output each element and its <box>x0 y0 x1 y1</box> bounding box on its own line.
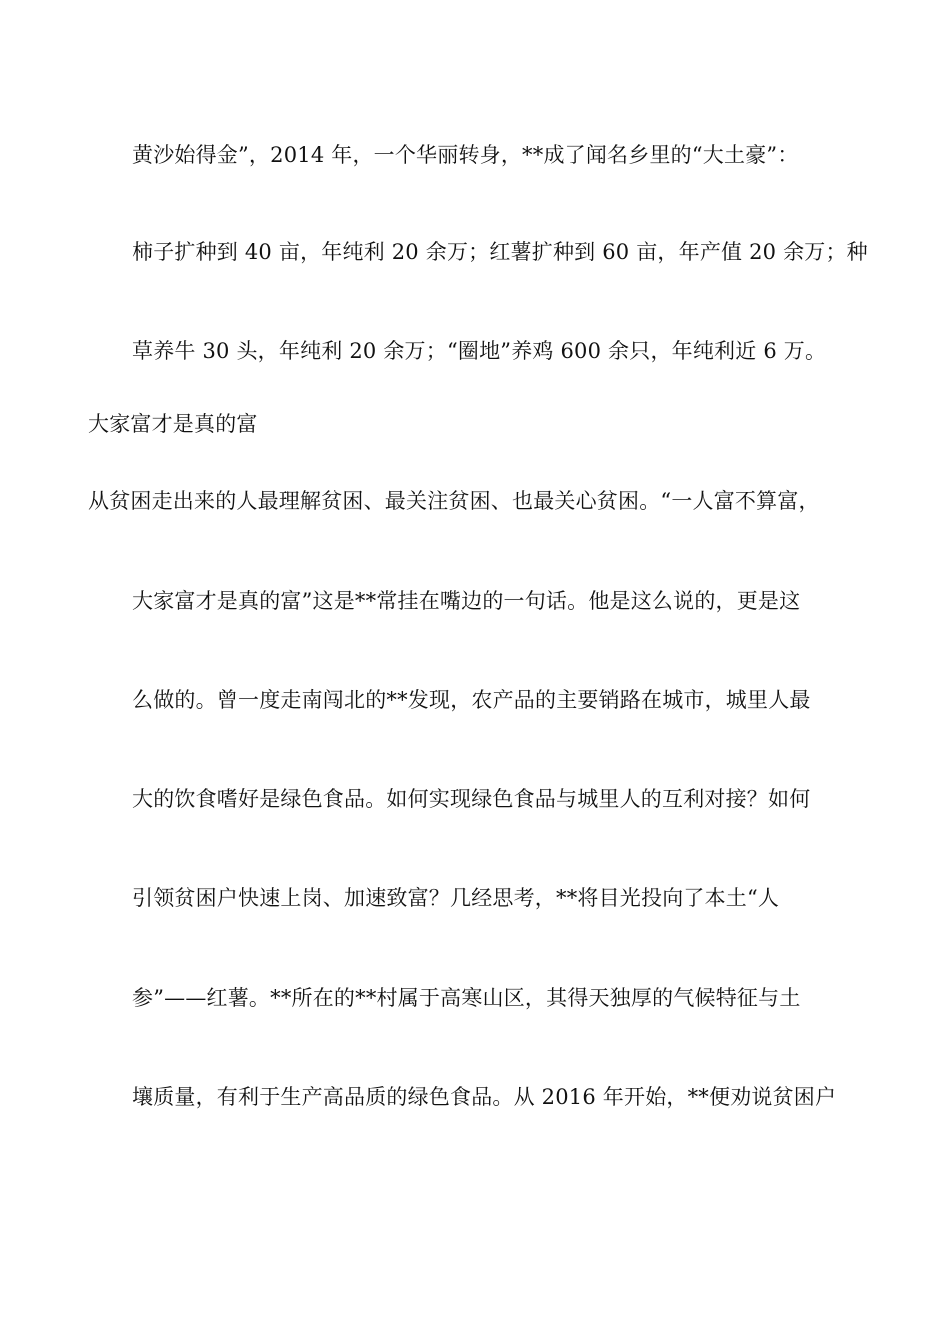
paragraph-line: 黄沙始得金”，2014 年，一个华丽转身，**成了闻名乡里的“大土豪”： <box>132 143 799 167</box>
paragraph-line: 柿子扩种到 40 亩，年纯利 20 余万；红薯扩种到 60 亩，年产值 20 余万；种 <box>132 240 868 264</box>
paragraph-line: 大的饮食嗜好是绿色食品。如何实现绿色食品与城里人的互利对接？如何 <box>132 787 811 811</box>
paragraph-line: 大家富才是真的富”这是**常挂在嘴边的一句话。他是这么说的，更是这 <box>132 589 801 613</box>
paragraph-first-line: 从贫困走出来的人最理解贫困、最关注贫困、也最关心贫困。“一人富不算富， <box>88 489 820 513</box>
section-heading: 大家富才是真的富 <box>88 412 258 436</box>
paragraph-line: 引领贫困户快速上岗、加速致富？几经思考，**将目光投向了本土“人 <box>132 886 780 910</box>
paragraph-line: 么做的。曾一度走南闯北的**发现，农产品的主要销路在城市，城里人最 <box>132 688 811 712</box>
paragraph-line: 壤质量，有利于生产高品质的绿色食品。从 2016 年开始，**便劝说贫困户 <box>132 1085 837 1109</box>
paragraph-line: 参”——红薯。**所在的**村属于高寒山区，其得天独厚的气候特征与土 <box>132 986 801 1010</box>
paragraph-line: 草养牛 30 头，年纯利 20 余万；“圈地”养鸡 600 余只，年纯利近 6 万。 <box>132 339 827 363</box>
